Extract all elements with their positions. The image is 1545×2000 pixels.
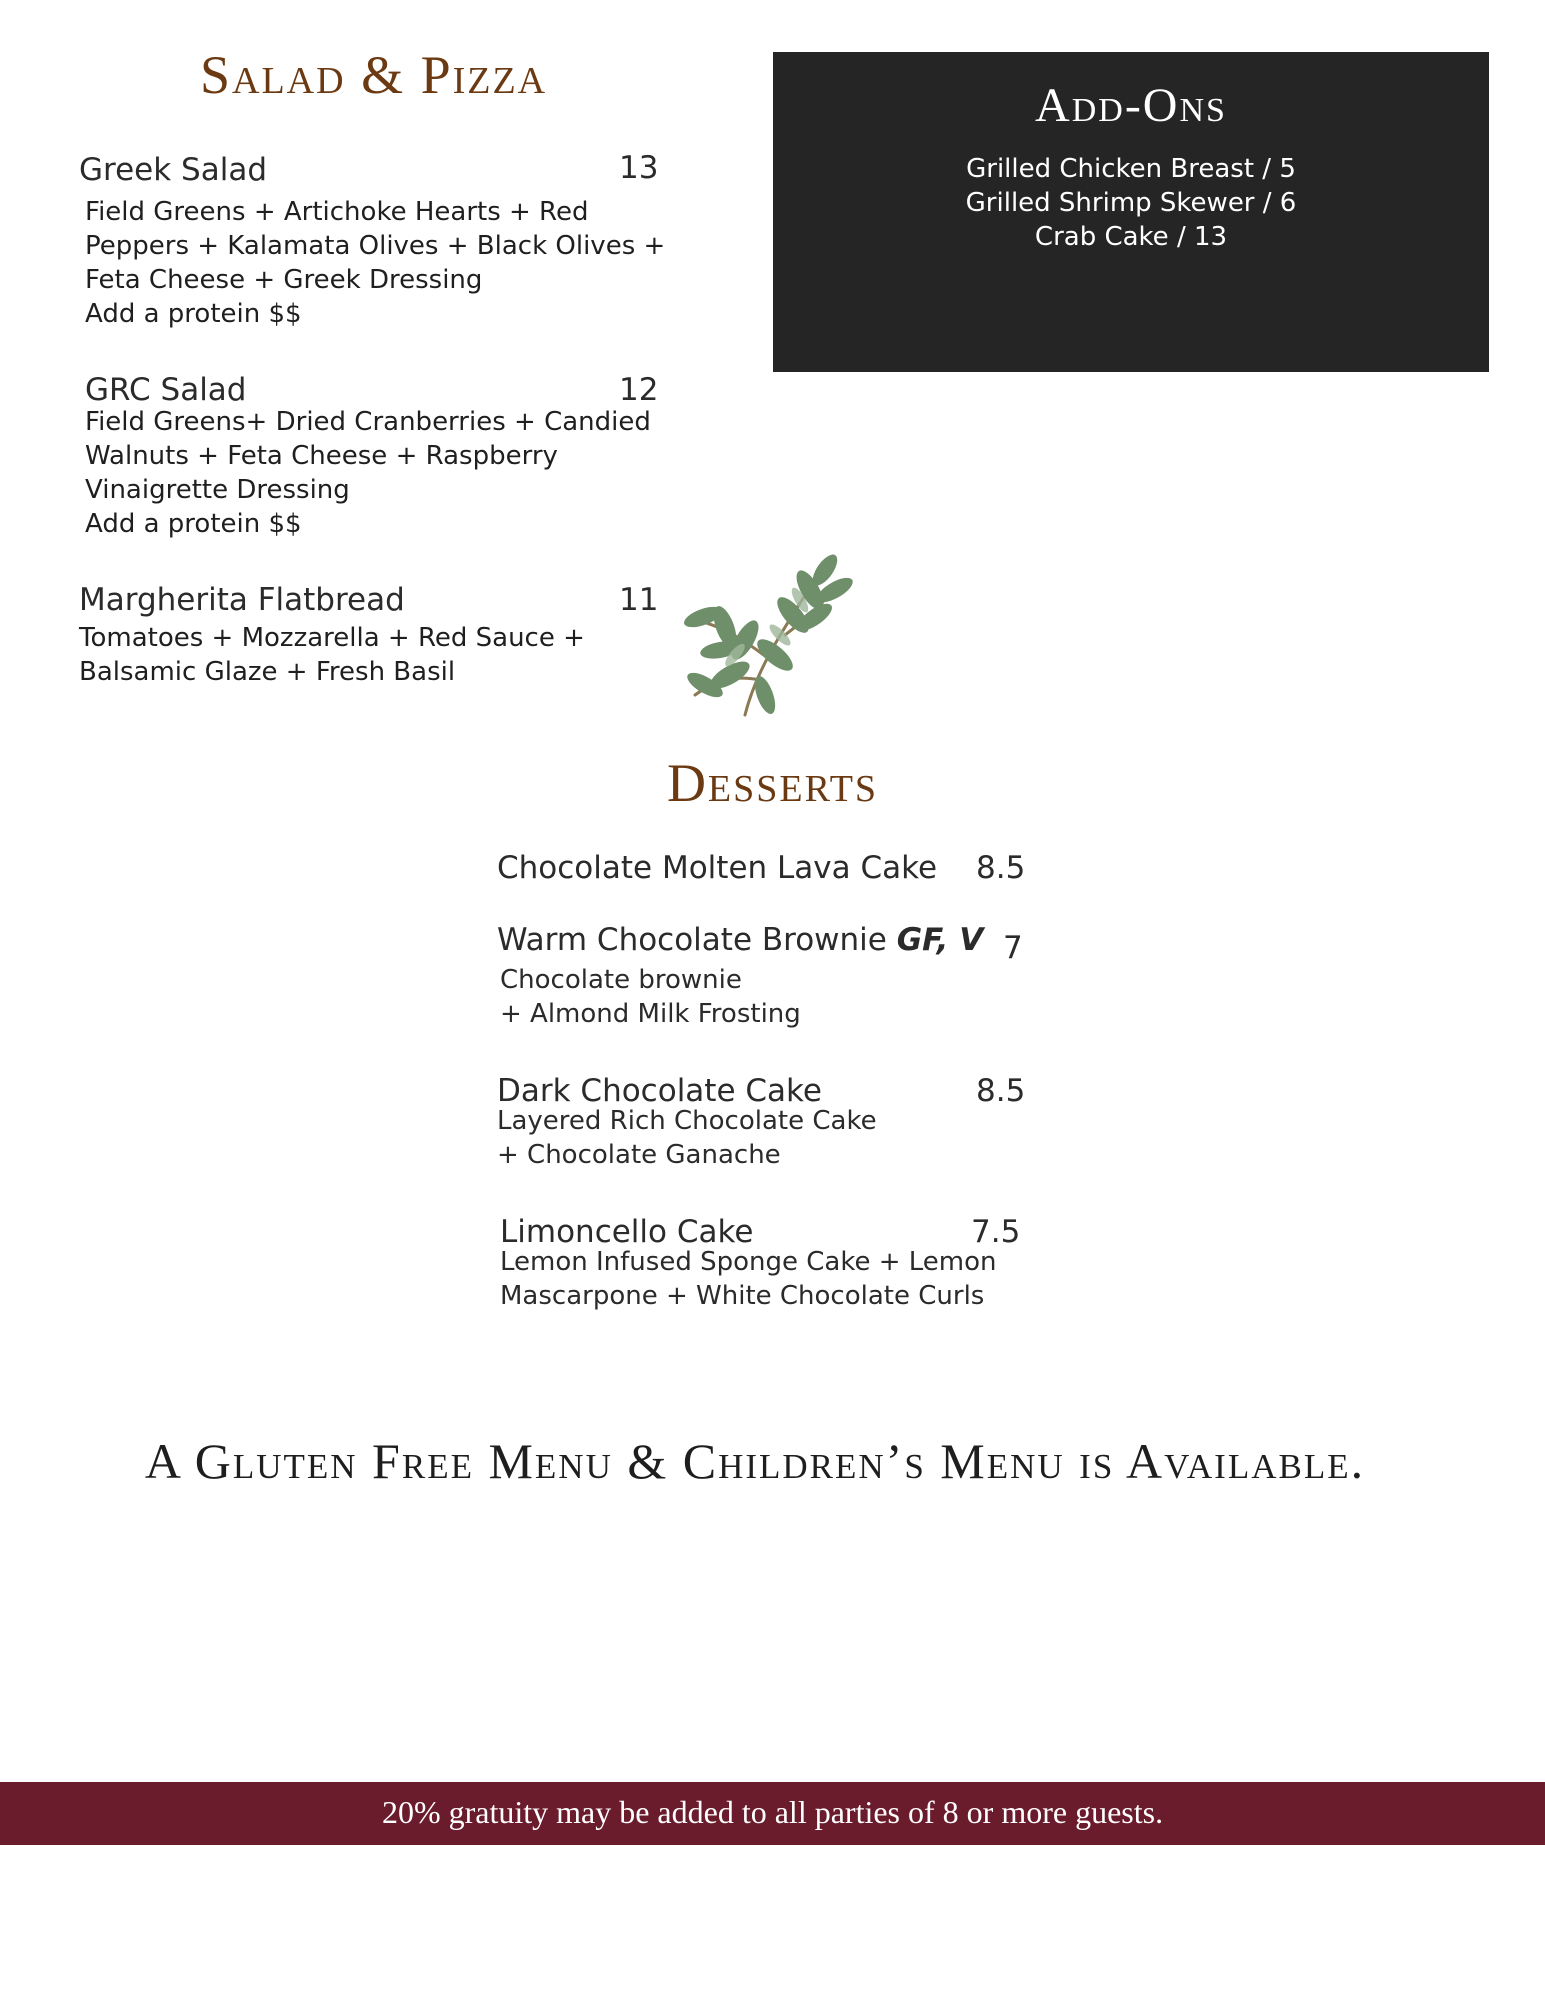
menu-item-price: 13	[619, 150, 659, 186]
menu-item-name: GRC Salad	[85, 372, 247, 408]
addons-title: Add-Ons	[1035, 79, 1227, 132]
description-line: Balsamic Glaze + Fresh Basil	[79, 657, 456, 687]
olive-branch-icon	[675, 545, 865, 725]
description-line: Chocolate brownie	[500, 965, 742, 995]
description-line: + Almond Milk Frosting	[500, 999, 801, 1029]
menu-item-price: 12	[619, 372, 659, 408]
description-line: Add a protein $$	[85, 509, 302, 539]
gratuity-footer	[0, 1782, 1545, 1845]
dessert-item-price: 8.5	[976, 850, 1026, 886]
dessert-item-name: Dark Chocolate Cake	[497, 1073, 822, 1109]
dessert-item-description	[497, 1104, 877, 1172]
availability-notice: A Gluten Free Menu & Children’s Menu is Available.	[144, 1433, 1366, 1489]
dessert-name-text: Warm Chocolate Brownie	[497, 922, 887, 958]
description-line: Peppers + Kalamata Olives + Black Olives +	[85, 231, 666, 261]
menu-item-description	[79, 621, 585, 689]
addon-item: Grilled Shrimp Skewer / 6	[965, 188, 1297, 218]
dietary-tag: GF, V	[896, 922, 984, 958]
dessert-item-price: 7.5	[971, 1214, 1021, 1250]
description-line: Tomatoes + Mozzarella + Red Sauce +	[79, 623, 585, 653]
addons-panel	[773, 52, 1489, 372]
salad-pizza-title: Salad & Pizza	[200, 45, 548, 105]
description-line: Walnuts + Feta Cheese + Raspberry	[85, 441, 558, 471]
addons-list	[773, 152, 1489, 254]
menu-item-name: Margherita Flatbread	[79, 582, 405, 618]
description-line: Field Greens+ Dried Cranberries + Candied	[85, 407, 651, 437]
description-line: Vinaigrette Dressing	[85, 475, 350, 505]
gratuity-text: 20% gratuity may be added to all parties of 8 or more guests.	[381, 1794, 1164, 1830]
menu-item-description	[85, 195, 665, 331]
dessert-item-name	[497, 922, 983, 958]
menu-item-name: Greek Salad	[79, 152, 267, 188]
description-line: + Chocolate Ganache	[497, 1140, 781, 1170]
addon-item: Grilled Chicken Breast / 5	[966, 154, 1296, 184]
dessert-item-name: Limoncello Cake	[500, 1214, 754, 1250]
description-line: Field Greens + Artichoke Hearts + Red	[85, 197, 589, 227]
description-line: Feta Cheese + Greek Dressing	[85, 265, 483, 295]
dessert-item-description	[500, 963, 801, 1031]
addon-item: Crab Cake / 13	[1034, 222, 1228, 252]
menu-item-description	[85, 405, 651, 541]
description-line: Add a protein $$	[85, 299, 302, 329]
dessert-item-description	[500, 1245, 997, 1313]
dessert-item-name: Chocolate Molten Lava Cake	[497, 850, 938, 886]
dessert-item-price: 7	[1003, 930, 1023, 966]
dessert-item-price: 8.5	[976, 1073, 1026, 1109]
description-line: Mascarpone + White Chocolate Curls	[500, 1281, 985, 1311]
menu-item-price: 11	[619, 582, 659, 618]
description-line: Lemon Infused Sponge Cake + Lemon	[500, 1247, 997, 1277]
desserts-title: Desserts	[666, 753, 879, 813]
description-line: Layered Rich Chocolate Cake	[497, 1106, 877, 1136]
